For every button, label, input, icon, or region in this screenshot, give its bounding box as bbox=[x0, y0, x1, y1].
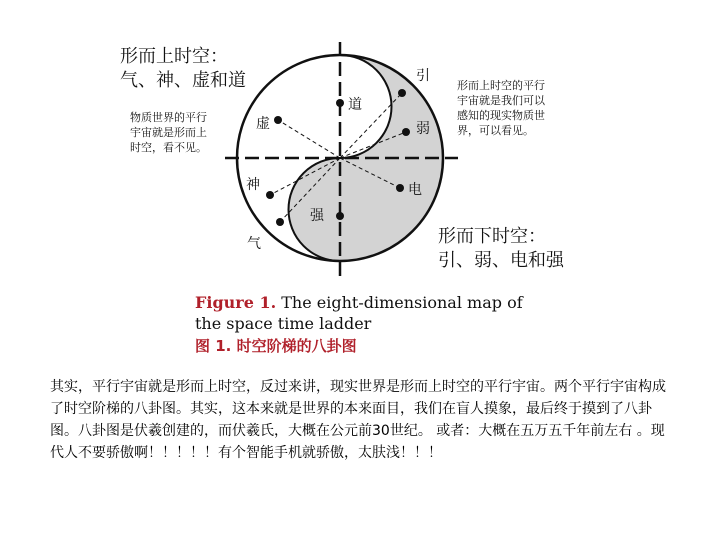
label-dao: 道 bbox=[348, 97, 362, 113]
left-note-line3: 时空，看不见。 bbox=[130, 141, 207, 154]
label-ruo: 弱 bbox=[416, 121, 430, 137]
label-dian: 电 bbox=[408, 182, 422, 198]
lower-title-line1: 形而下时空： bbox=[438, 226, 546, 247]
label-qiang: 强 bbox=[310, 208, 324, 224]
label-shen: 神 bbox=[246, 177, 260, 193]
caption-en-line2: the space time ladder bbox=[195, 314, 372, 333]
lower-title-line2: 引、弱、电和强 bbox=[438, 250, 564, 271]
dot-qiang bbox=[336, 212, 344, 220]
dot-dao bbox=[336, 99, 344, 107]
dot-xu bbox=[274, 116, 282, 124]
dot-shen bbox=[266, 191, 274, 199]
body-paragraph: 其实，平行宇宙就是形而上时空，反过来讲，现实世界是形而上时空的平行宇宙。两个平行宇宙构成了时空阶梯的八卦图。其实，这本来就是世界的本来面目，我们在盲人摸象，最后终于摸到了八卦图。八卦图是伏羲创建的，而伏羲氏，大概在公元前30世纪。 或者：大概在五万五千年前左右 。现代人不要骄傲啊！！！！！有个智能手机就骄傲，太肤浅！！！ bbox=[50, 379, 666, 461]
label-yin: 引 bbox=[416, 68, 430, 84]
caption-en-line1-text bbox=[195, 293, 524, 312]
caption-figure-number: Figure 1. bbox=[195, 293, 277, 312]
right-note-line2: 宇宙就是我们可以 bbox=[457, 94, 545, 107]
dot-qi bbox=[276, 218, 284, 226]
caption-zh: 图 1. 时空阶梯的八卦图 bbox=[195, 337, 357, 355]
upper-title-line1: 形而上时空： bbox=[120, 46, 228, 67]
left-note-line1: 物质世界的平行 bbox=[130, 111, 207, 124]
left-note-line2: 宇宙就是形而上 bbox=[130, 126, 207, 139]
right-note-line3: 感知的现实物质世 bbox=[457, 109, 545, 122]
dot-ruo bbox=[402, 128, 410, 136]
dot-yin bbox=[398, 89, 406, 97]
right-note-line1: 形而上时空的平行 bbox=[457, 79, 545, 92]
right-note-line4: 界，可以看见。 bbox=[457, 124, 534, 137]
label-xu: 虚 bbox=[256, 116, 270, 132]
dot-dian bbox=[396, 184, 404, 192]
upper-title-line2: 气、神、虚和道 bbox=[120, 70, 246, 91]
label-qi: 气 bbox=[247, 236, 261, 252]
caption-figure-text: The eight-dimensional map of bbox=[276, 293, 523, 312]
caption-en-line1 bbox=[195, 293, 524, 312]
